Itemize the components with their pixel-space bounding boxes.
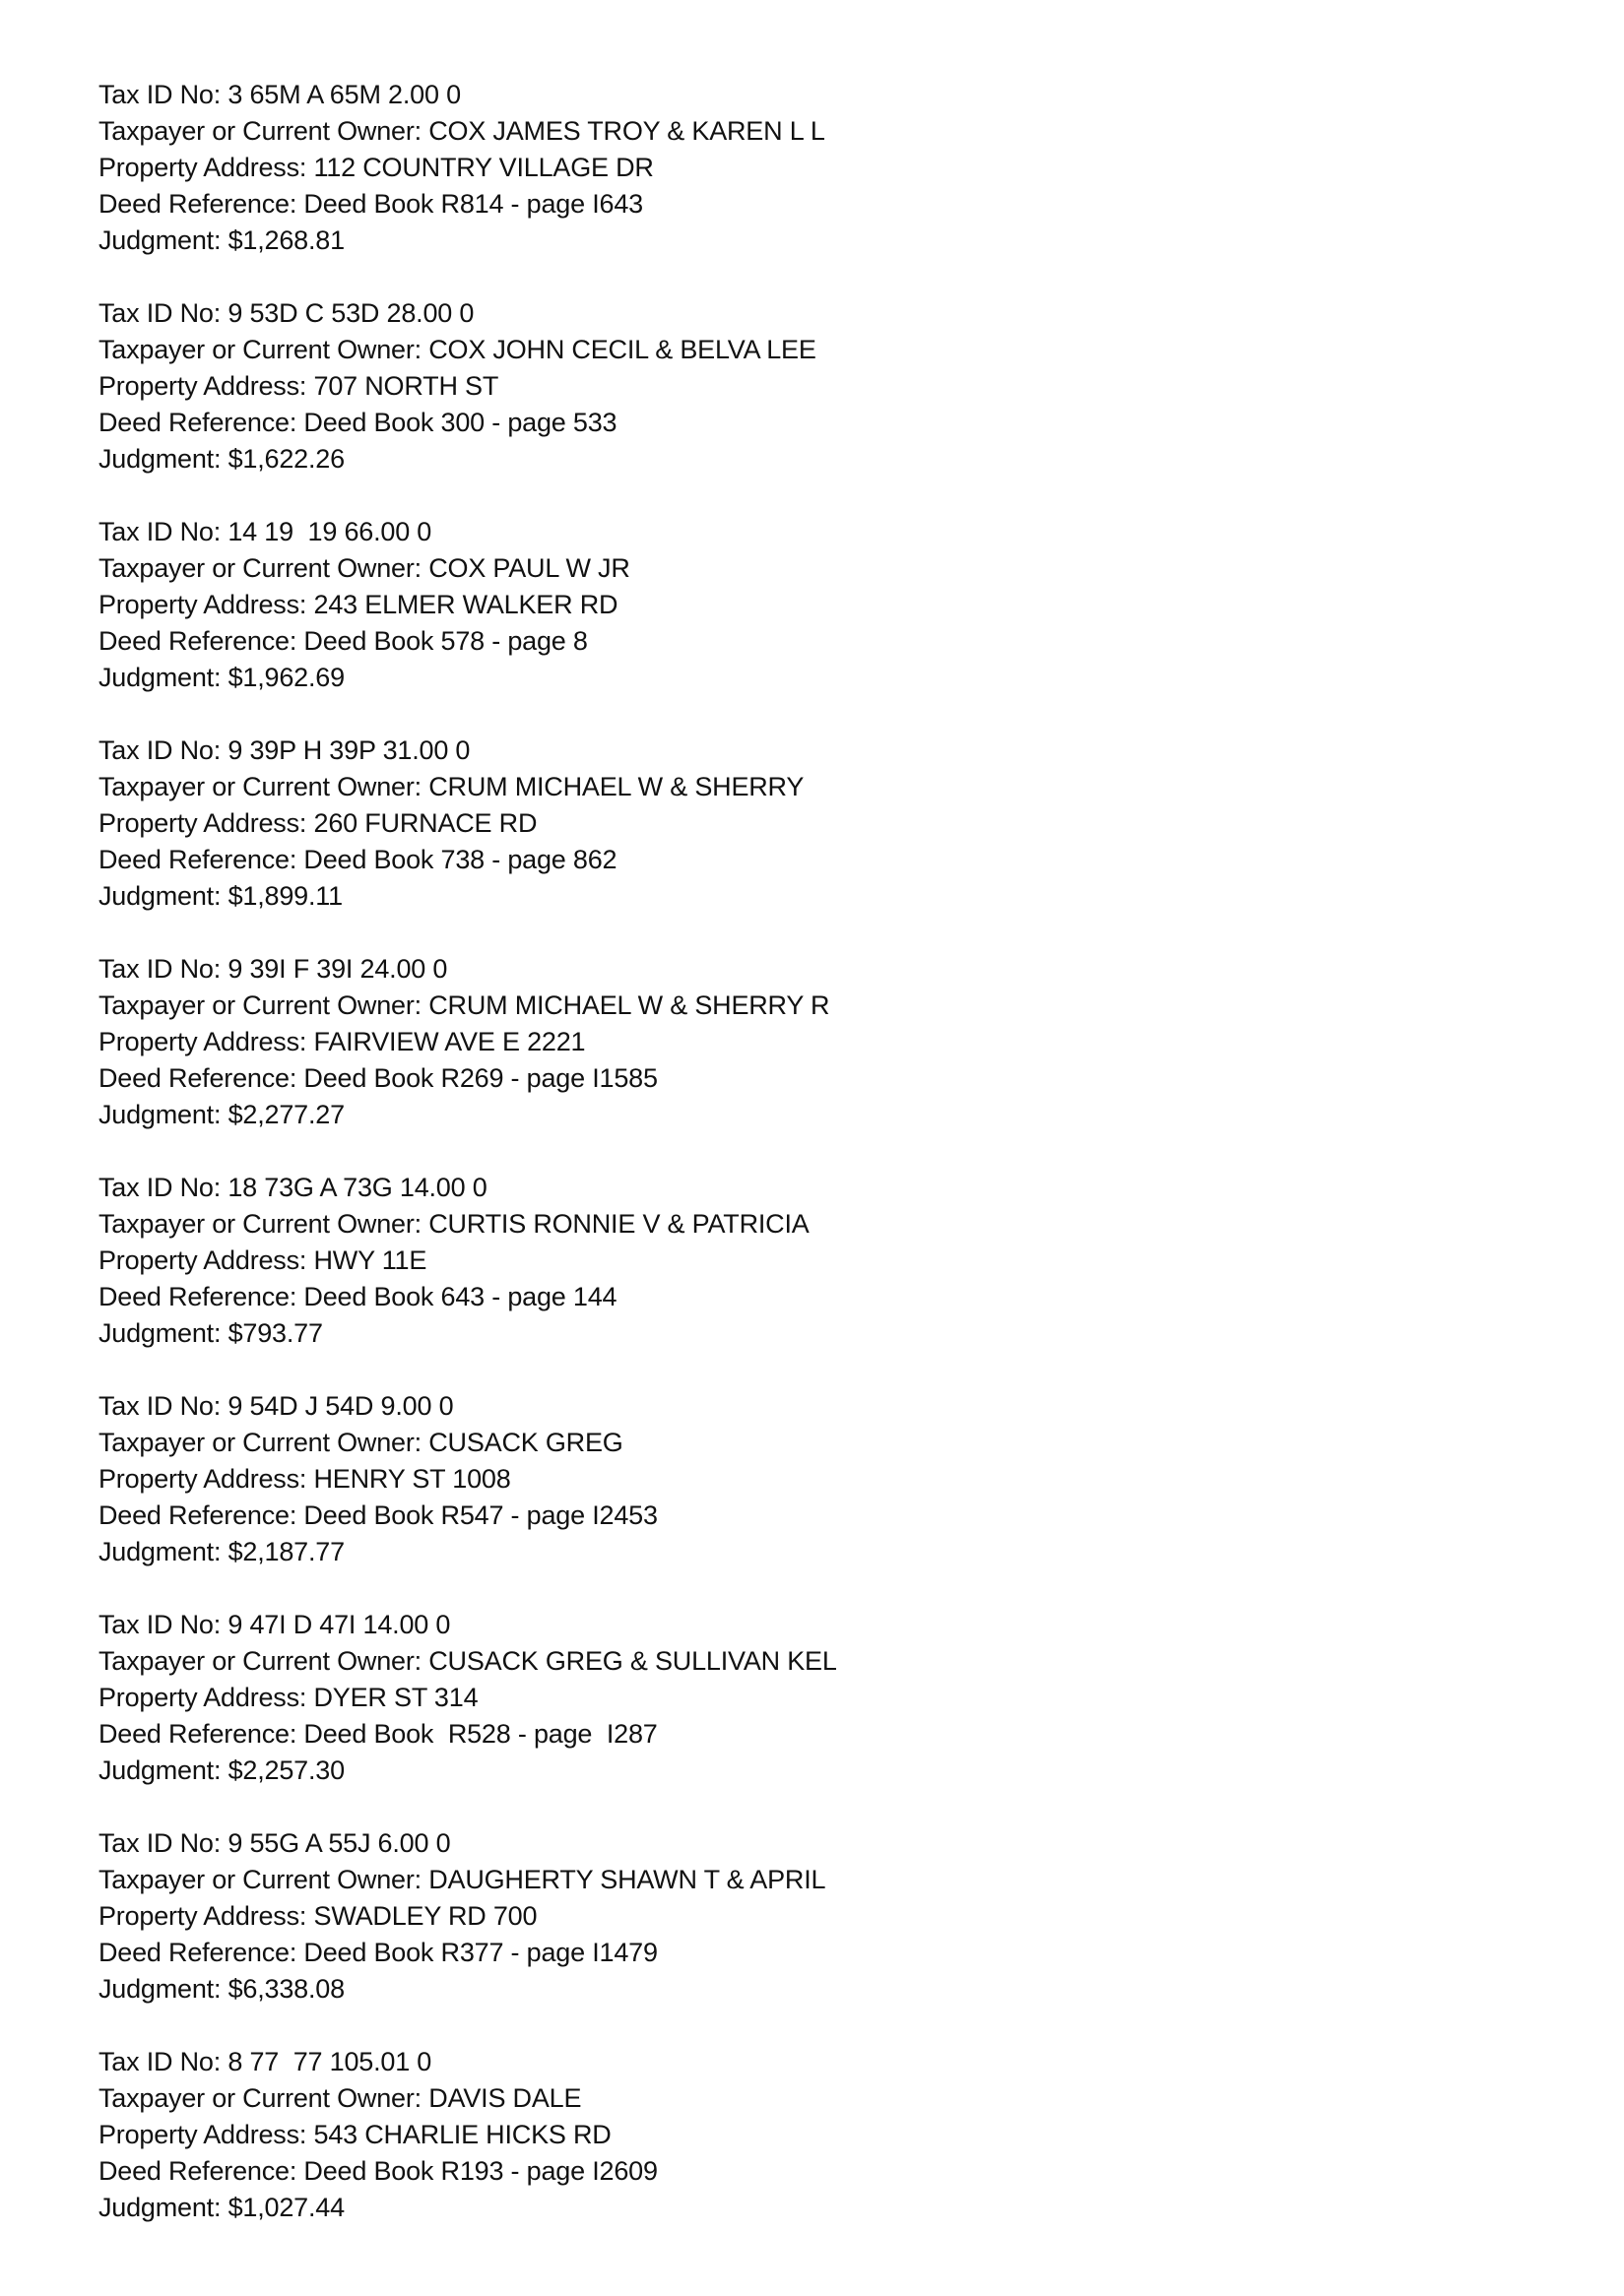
tax-id: Tax ID No: 3 65M A 65M 2.00 0 [98,80,461,109]
property-address: Property Address: HENRY ST 1008 [98,1464,511,1494]
property-address: Property Address: HWY 11E [98,1245,427,1275]
judgment: Judgment: $1,899.11 [98,881,343,911]
tax-id: Tax ID No: 9 55G A 55J 6.00 0 [98,1828,451,1858]
owner: Taxpayer or Current Owner: COX PAUL W JR [98,553,630,583]
deed-reference: Deed Reference: Deed Book R814 - page I643 [98,189,643,219]
judgment: Judgment: $2,257.30 [98,1755,345,1785]
deed-reference: Deed Reference: Deed Book R193 - page I2609 [98,2156,658,2186]
record-2 [98,295,1379,478]
record-9 [98,1825,1379,2008]
judgment: Judgment: $2,277.27 [98,1100,345,1129]
record-5 [98,951,1379,1133]
deed-reference: Deed Reference: Deed Book 643 - page 144 [98,1282,617,1311]
property-address: Property Address: 707 NORTH ST [98,371,499,401]
property-address: Property Address: 243 ELMER WALKER RD [98,590,618,619]
property-address: Property Address: 112 COUNTRY VILLAGE DR [98,153,654,182]
owner: Taxpayer or Current Owner: CUSACK GREG [98,1428,623,1457]
judgment: Judgment: $1,962.69 [98,663,345,692]
tax-id: Tax ID No: 9 47I D 47I 14.00 0 [98,1610,451,1639]
tax-id: Tax ID No: 9 39I F 39I 24.00 0 [98,954,448,984]
record-4 [98,733,1379,915]
deed-reference: Deed Reference: Deed Book 578 - page 8 [98,626,588,656]
deed-reference: Deed Reference: Deed Book R377 - page I1479 [98,1938,658,1967]
judgment: Judgment: $1,622.26 [98,444,345,474]
owner: Taxpayer or Current Owner: CRUM MICHAEL W & SHERRY [98,772,805,801]
tax-id: Tax ID No: 14 19 19 66.00 0 [98,517,432,546]
deed-reference: Deed Reference: Deed Book 300 - page 533 [98,408,617,437]
owner: Taxpayer or Current Owner: CURTIS RONNIE V & PATRICIA [98,1209,810,1239]
property-address: Property Address: 543 CHARLIE HICKS RD [98,2120,612,2149]
property-address: Property Address: FAIRVIEW AVE E 2221 [98,1027,586,1056]
tax-id: Tax ID No: 9 39P H 39P 31.00 0 [98,735,471,765]
record-3 [98,514,1379,696]
judgment: Judgment: $2,187.77 [98,1537,345,1566]
property-address: Property Address: 260 FURNACE RD [98,808,538,838]
tax-id: Tax ID No: 9 53D C 53D 28.00 0 [98,298,475,328]
deed-reference: Deed Reference: Deed Book R528 - page I287 [98,1719,658,1749]
deed-reference: Deed Reference: Deed Book R547 - page I2453 [98,1500,658,1530]
judgment: Judgment: $1,027.44 [98,2193,345,2222]
record-6 [98,1170,1379,1352]
record-10 [98,2044,1379,2226]
judgment: Judgment: $1,268.81 [98,225,345,255]
record-8 [98,1607,1379,1789]
owner: Taxpayer or Current Owner: CRUM MICHAEL W & SHERRY R [98,990,830,1020]
owner: Taxpayer or Current Owner: DAUGHERTY SHAWN T & APRIL [98,1865,826,1894]
record-7 [98,1388,1379,1570]
judgment: Judgment: $793.77 [98,1318,323,1348]
deed-reference: Deed Reference: Deed Book R269 - page I1585 [98,1063,658,1093]
owner: Taxpayer or Current Owner: COX JOHN CECIL & BELVA LEE [98,335,816,364]
owner: Taxpayer or Current Owner: CUSACK GREG & SULLIVAN KEL [98,1646,837,1676]
property-address: Property Address: DYER ST 314 [98,1683,479,1712]
owner: Taxpayer or Current Owner: COX JAMES TROY & KAREN L L [98,116,825,146]
owner: Taxpayer or Current Owner: DAVIS DALE [98,2083,582,2113]
property-address: Property Address: SWADLEY RD 700 [98,1901,538,1931]
tax-id: Tax ID No: 18 73G A 73G 14.00 0 [98,1173,487,1202]
record-1 [98,77,1379,259]
tax-id: Tax ID No: 8 77 77 105.01 0 [98,2047,432,2076]
judgment: Judgment: $6,338.08 [98,1974,345,2004]
tax-id: Tax ID No: 9 54D J 54D 9.00 0 [98,1391,454,1421]
deed-reference: Deed Reference: Deed Book 738 - page 862 [98,845,617,874]
